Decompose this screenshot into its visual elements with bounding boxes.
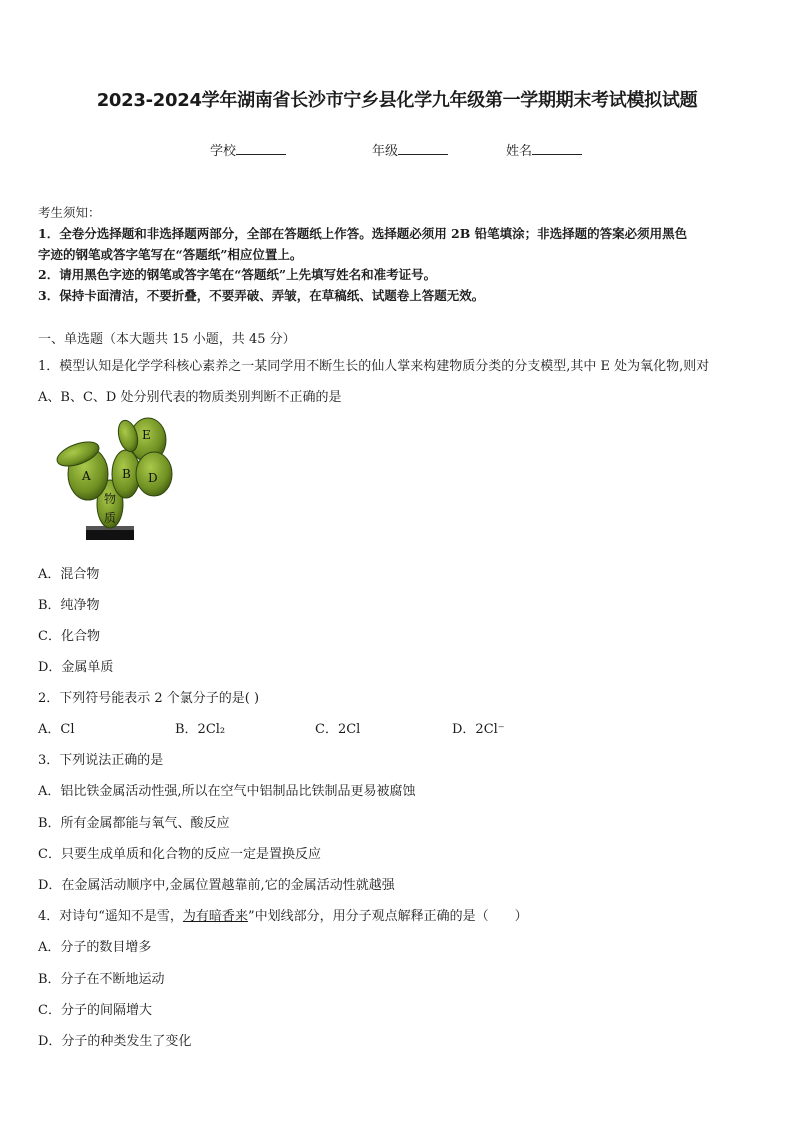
q4-stem: [38, 905, 528, 924]
q1-option-d: D．金属单质: [38, 660, 114, 675]
q1-option-b: B．纯净物: [38, 598, 100, 613]
q4-option-a: A．分子的数目增多: [38, 940, 152, 955]
q3-option-a: A．铝比铁金属活动性强,所以在空气中铝制品比铁制品更易被腐蚀: [38, 784, 416, 799]
q4-stem-underlined: 为有暗香来: [182, 909, 248, 924]
q3-option-b: B．所有金属都能与氧气、酸反应: [38, 816, 230, 831]
cactus-label-d: D: [148, 471, 158, 485]
q4-option-d: D．分子的种类发生了变化: [38, 1034, 192, 1049]
cactus-label-wu: 物: [104, 492, 117, 506]
grade-field: [372, 140, 448, 159]
q1-stem-line2: A、B、C、D 处分别代表的物质类别判断不正确的是: [38, 390, 342, 405]
q2-option-d: D．2Cl⁻: [452, 722, 505, 737]
q4-option-c: C．分子的间隔增大: [38, 1003, 152, 1018]
cactus-figure: [50, 412, 180, 542]
q4-stem-b: ”中划线部分，用分子观点解释正确的是（ ）: [247, 909, 528, 924]
q2-option-b: B．2Cl₂: [175, 722, 226, 737]
q3-option-d: D．在金属活动顺序中,金属位置越靠前,它的金属活动性就越强: [38, 878, 395, 893]
page-title: 2023-2024学年湖南省长沙市宁乡县化学九年级第一学期期末考试模拟试题: [96, 90, 698, 111]
notice-item-1-cont: 字迹的钢笔或答字笔写在“答题纸”相应位置上。: [38, 247, 303, 262]
cactus-label-e: E: [142, 428, 151, 442]
q1-option-c: C．化合物: [38, 629, 100, 644]
q3-stem: 3．下列说法正确的是: [38, 753, 164, 768]
q1-option-a: A．混合物: [38, 567, 100, 582]
school-label: 学校: [210, 144, 237, 159]
q3-option-c: C．只要生成单质和化合物的反应一定是置换反应: [38, 847, 321, 862]
q4-option-b: B．分子在不断地运动: [38, 972, 165, 987]
name-label: 姓名: [506, 144, 533, 159]
q4-stem-a: 4．对诗句“遥知不是雪，: [38, 909, 183, 924]
section-heading: 一、单选题（本大题共 15 小题，共 45 分）: [38, 332, 296, 347]
notice-heading: 考生须知：: [38, 205, 101, 220]
cactus-label-zhi: 质: [104, 511, 117, 525]
name-blank: [532, 142, 582, 155]
school-blank: [236, 142, 286, 155]
cactus-label-b: B: [122, 467, 131, 481]
name-field: [506, 140, 582, 159]
q2-option-c: C．2Cl: [315, 722, 361, 737]
notice-item-2: 2．请用黑色字迹的钢笔或答字笔在“答题纸”上先填写姓名和准考证号。: [38, 267, 437, 282]
grade-label: 年级: [372, 144, 399, 159]
q2-stem: 2．下列符号能表示 2 个氯分子的是( ): [38, 691, 260, 706]
notice-item-1: 1．全卷分选择题和非选择题两部分，全部在答题纸上作答。选择题必须用 2B 铅笔填涂；非选择题的答案必须用黑色: [38, 226, 688, 241]
notice-item-3: 3．保持卡面清洁，不要折叠，不要弄破、弄皱，在草稿纸、试题卷上答题无效。: [38, 288, 485, 303]
q2-option-a: A．Cl: [38, 722, 75, 737]
q1-stem-line1: 1．模型认知是化学学科核心素养之一某同学用不断生长的仙人掌来构建物质分类的分支模型,其中 E 处为氧化物,则对: [38, 359, 710, 374]
grade-blank: [398, 142, 448, 155]
school-field: [210, 140, 286, 159]
cactus-label-a: A: [82, 469, 91, 483]
